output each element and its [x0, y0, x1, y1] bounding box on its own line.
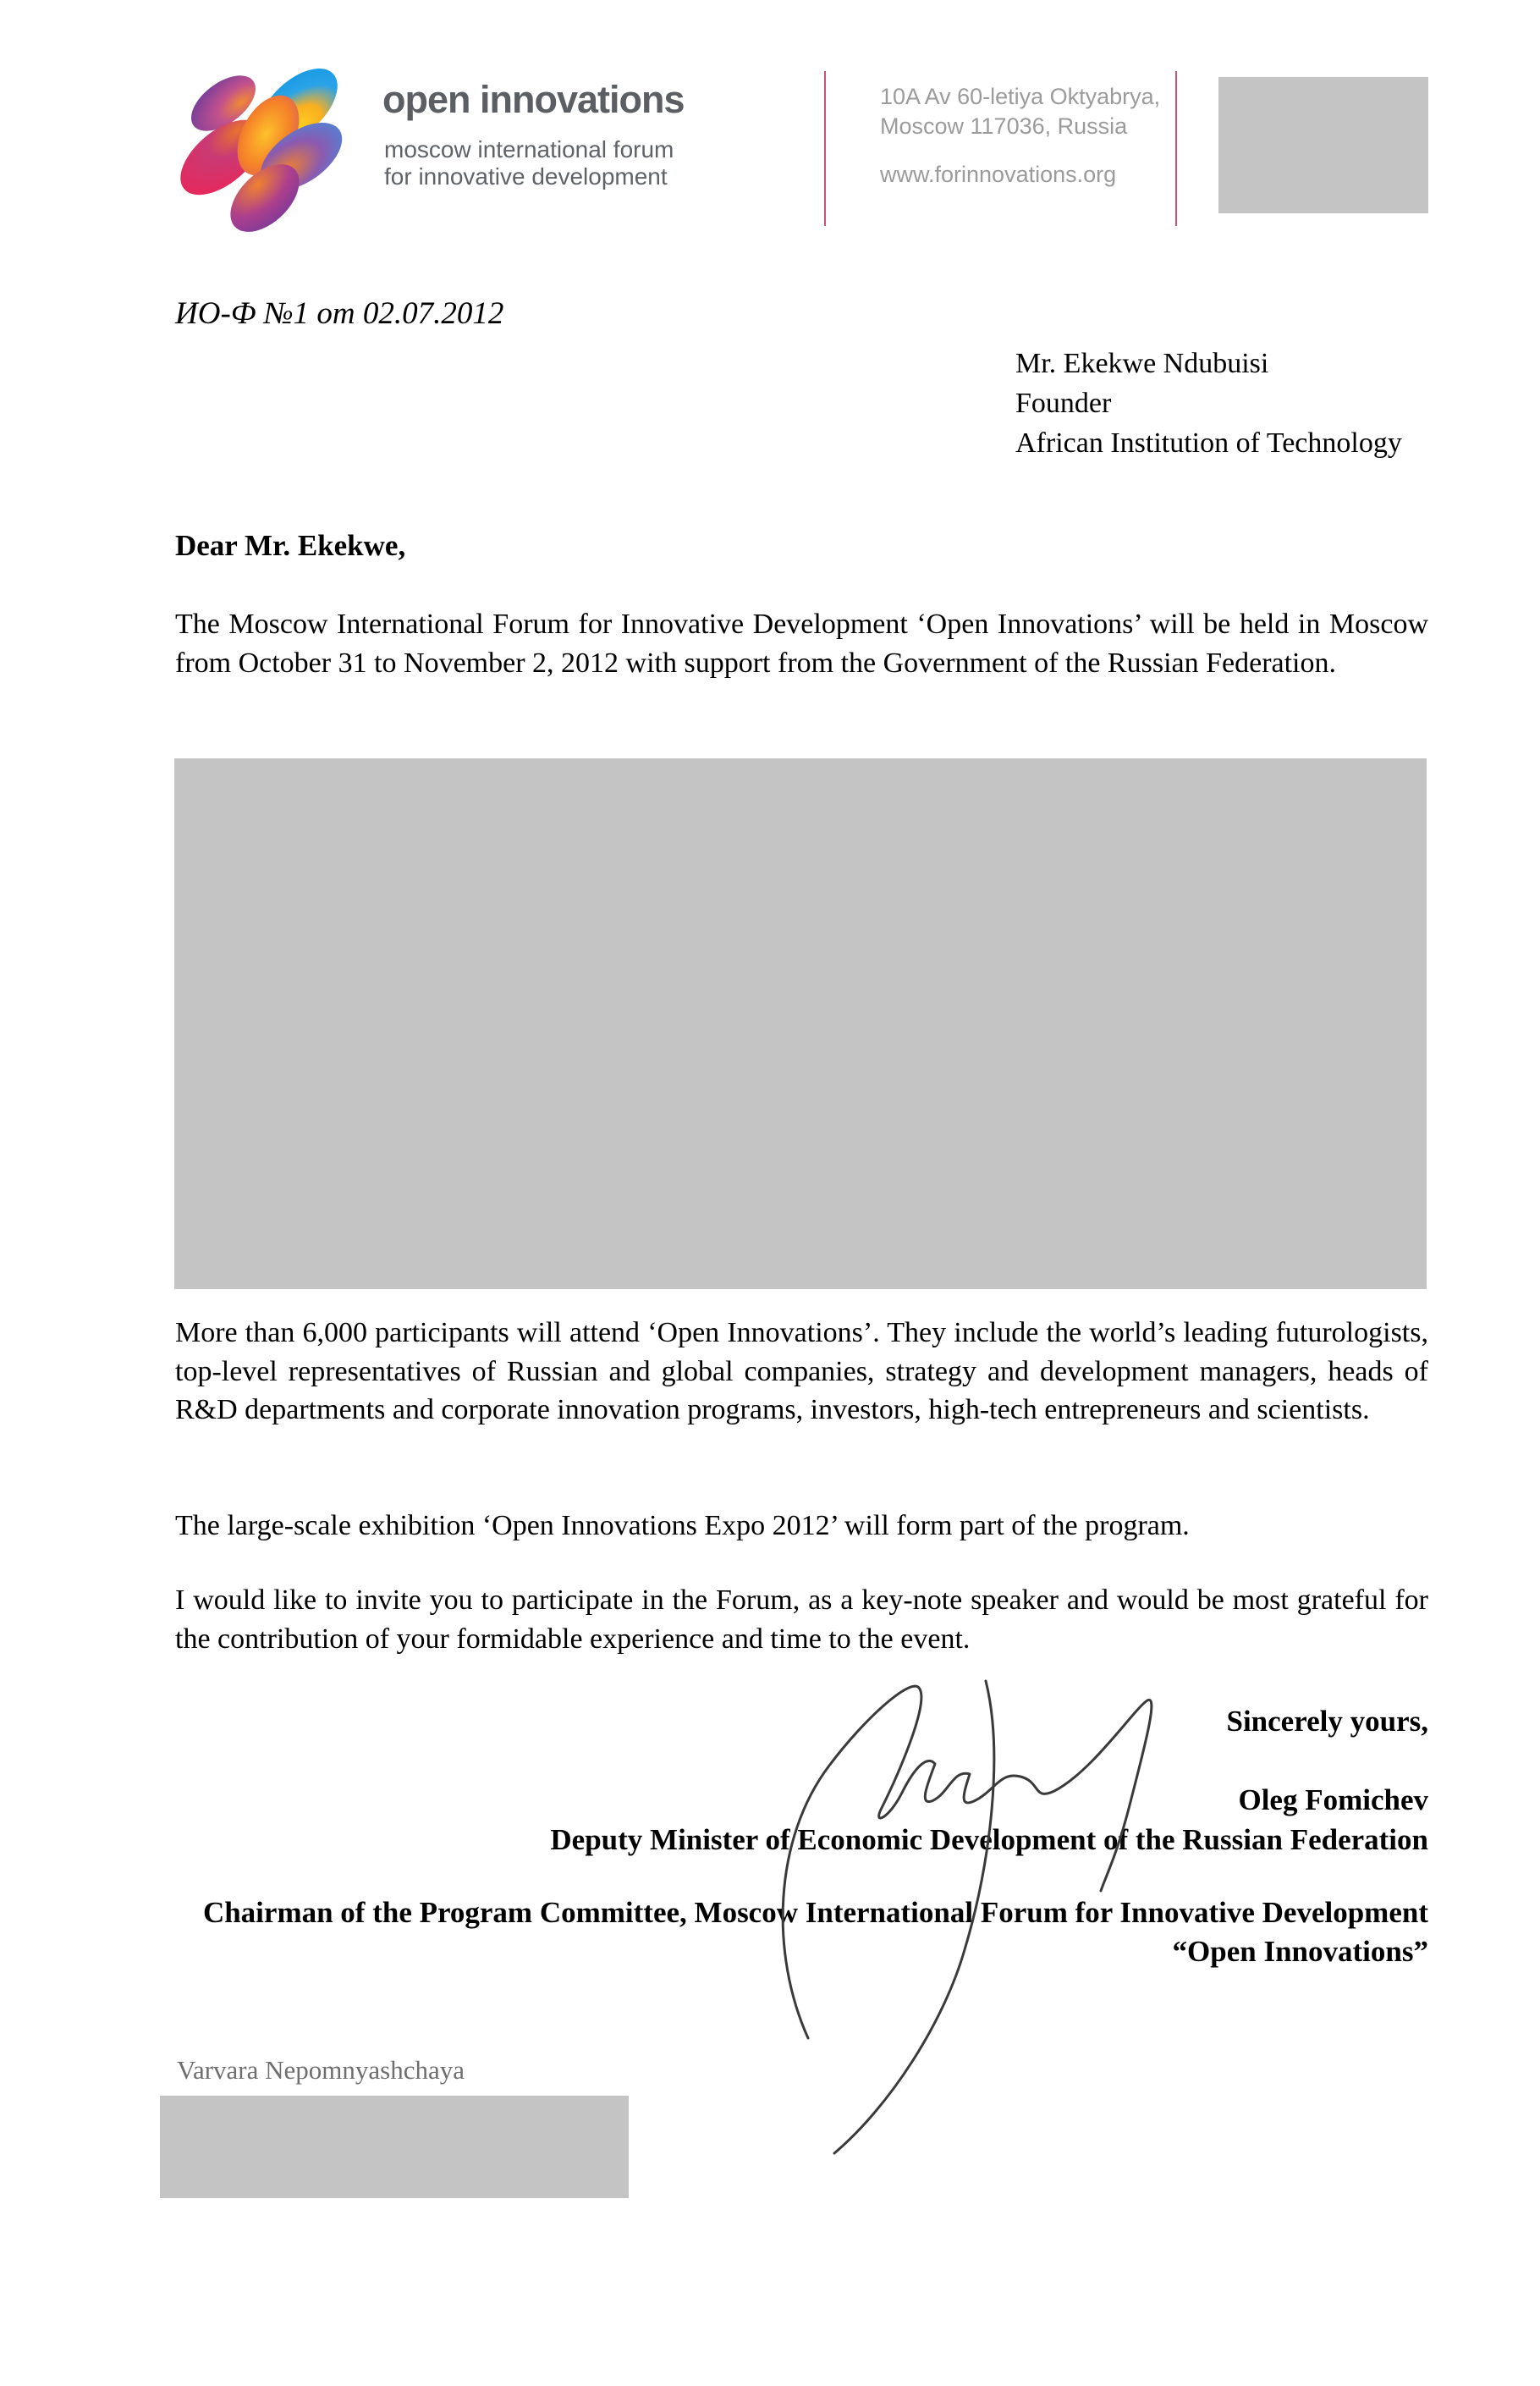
letterhead-website: www.forinnovations.org: [880, 162, 1117, 187]
signer-title-deputy-minister: Deputy Minister of Economic Development of the Russian Federation: [550, 1823, 1428, 1856]
redacted-block-footer: [160, 2096, 629, 2198]
redacted-block-top: [1218, 77, 1428, 213]
handwritten-signature: [762, 1674, 1202, 2175]
signer-title-chairman: Chairman of the Program Committee, Moscow International Forum for Innovative Development “Open Innovations”: [202, 1896, 1428, 1968]
recipient-name: Mr. Ekekwe Ndubuisi: [1015, 348, 1269, 379]
separator-line-left: [824, 71, 826, 226]
address-line1: 10A Av 60-letiya Oktyabrya,: [880, 84, 1161, 109]
separator-line-right: [1175, 71, 1177, 226]
paragraph-invitation: I would like to invite you to participate in the Forum, as a key-note speaker and would be most grateful for the contribution of your formidable experience and time to the event.: [175, 1584, 1428, 1655]
logo-tagline-line1: moscow international forum: [384, 136, 674, 163]
paragraph-participants: More than 6,000 participants will attend ‘Open Innovations’. They include the world’s leading futurologists, top-level representatives of Russian and global companies, strategy and development managers, heads of R&D departments and corporate innovation programs, investors, high-tech entrepreneurs and scientists.: [175, 1317, 1428, 1425]
redacted-block-main: [174, 758, 1427, 1289]
paragraph-expo: The large-scale exhibition ‘Open Innovations Expo 2012’ will form part of the program.: [175, 1510, 1190, 1541]
logo-tagline: [384, 136, 674, 190]
letterhead-address: [880, 82, 1160, 141]
salutation: Dear Mr. Ekekwe,: [175, 529, 406, 562]
logo-tagline-line2: for innovative development: [384, 163, 668, 190]
open-innovations-logo-icon: [174, 63, 362, 252]
address-line2: Moscow 117036, Russia: [880, 113, 1128, 139]
footer-contact-name: Varvara Nepomnyashchaya: [177, 2055, 465, 2085]
recipient-title: Founder: [1015, 388, 1112, 419]
recipient-organization: African Institution of Technology: [1015, 427, 1402, 459]
reference-number: ИО-Ф №1 от 02.07.2012: [175, 296, 504, 331]
signer-name: Oleg Fomichev: [1238, 1783, 1428, 1816]
paragraph-forum-announcement: The Moscow International Forum for Innovative Development ‘Open Innovations’ will be held in Moscow from October 31 to November 2, 2012 with support from the Government of the Russian Federation.: [175, 609, 1428, 679]
logo-wordmark: open innovations: [382, 78, 685, 121]
valediction: Sincerely yours,: [1226, 1705, 1428, 1738]
recipient-block: [1015, 344, 1402, 463]
